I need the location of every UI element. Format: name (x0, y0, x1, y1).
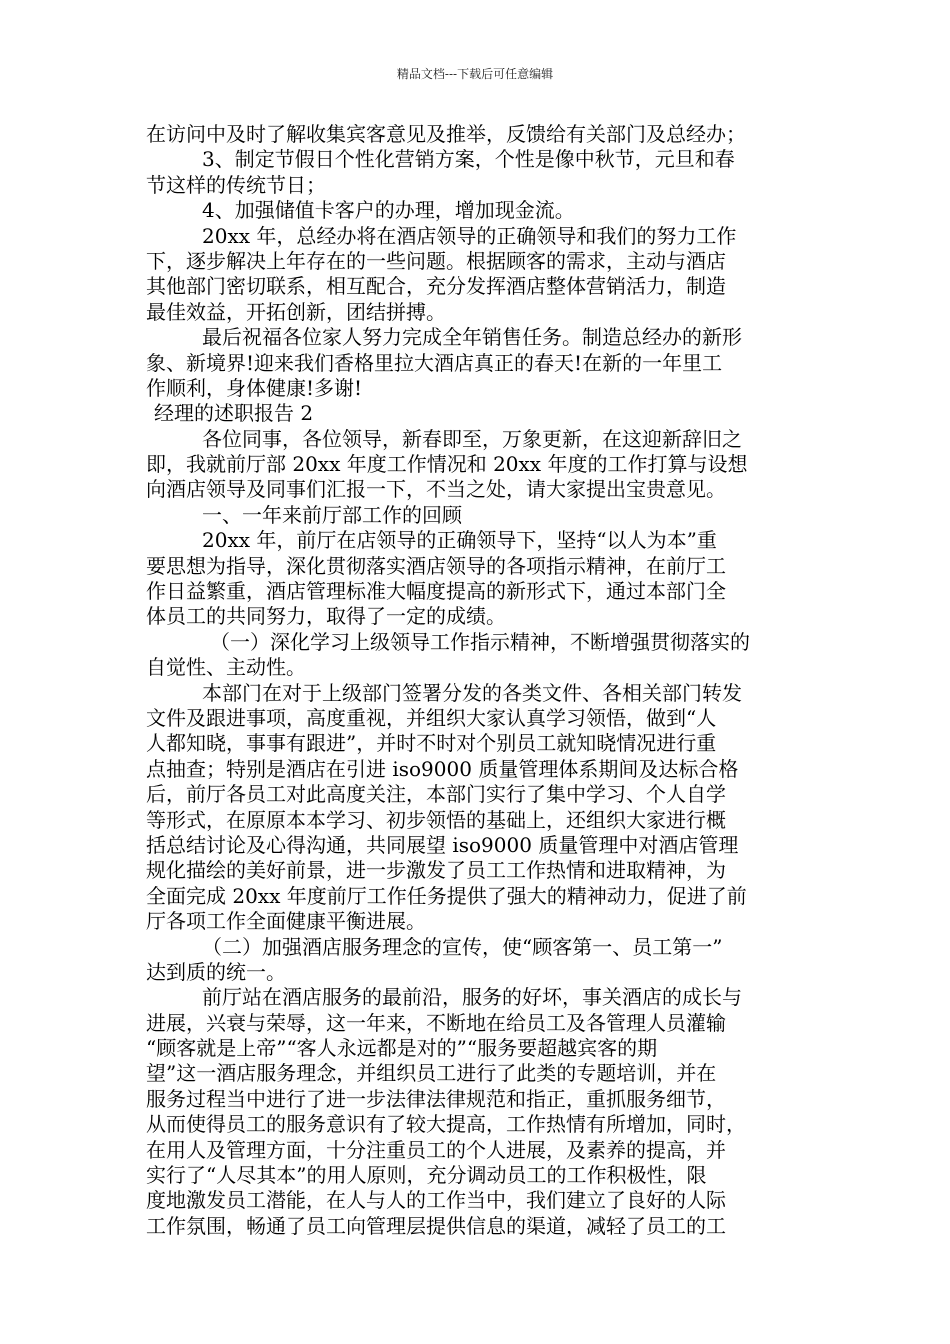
paragraph-line: 全面完成 20xx 年度前厅工作任务提供了强大的精神动力，促进了前 (146, 883, 747, 908)
paragraph-line: 人都知晓，事事有跟进”，并时不时对个别员工就知晓情况进行重 (146, 731, 717, 756)
paragraph-line: “顾客就是上帝”“客人永远都是对的”“服务要超越宾客的期 (146, 1036, 658, 1061)
paragraph-line: 在访问中及时了解收集宾客意见及推举，反馈给有关部门及总经办； (146, 122, 746, 146)
paragraph-line: 4、加强储值卡客户的办理，增加现金流。 (202, 198, 575, 223)
subsection-heading: 一、一年来前厅部工作的回顾 (202, 502, 462, 527)
paragraph-line: 要思想为指导，深化贯彻落实酒店领导的各项指示精神，在前厅工 (146, 553, 726, 578)
paragraph-line: 括总结讨论及心得沟通，共同展望 iso9000 质量管理中对酒店管理 (146, 832, 739, 857)
paragraph-line: 最佳效益，开拓创新，团结拼搏。 (146, 299, 446, 324)
paragraph-line: 自觉性、主动性。 (146, 655, 306, 680)
paragraph-line: 文件及跟进事项，高度重视，并组织大家认真学习领悟，做到“人 (146, 705, 717, 730)
paragraph-line: 作日益繁重，酒店管理标准大幅度提高的新形式下，通过本部门全 (146, 579, 726, 604)
paragraph-line: 20xx 年，前厅在店领导的正确领导下，坚持“以人为本”重 (202, 528, 717, 553)
paragraph-line: 等形式，在原原本本学习、初步领悟的基础上，还组织大家进行概 (146, 807, 726, 832)
paragraph-line: 从而使得员工的服务意识有了较大提高，工作热情有所增加，同时， (146, 1112, 746, 1137)
paragraph-line: 厅各项工作全面健康平衡进展。 (146, 909, 426, 934)
paragraph-line: 前厅站在酒店服务的最前沿，服务的好坏，事关酒店的成长与 (202, 985, 742, 1010)
paragraph-line: 服务过程当中进行了进一步法律法律规范和指正，重抓服务细节， (146, 1086, 726, 1111)
paragraph-line: 达到质的统一。 (146, 959, 286, 984)
paragraph-line: 点抽查；特别是酒店在引进 iso9000 质量管理体系期间及达标合格 (146, 756, 739, 781)
paragraph-line: 规化描绘的美好前景，进一步激发了员工工作热情和进取精神，为 (146, 858, 726, 883)
paragraph-line: 本部门在对于上级部门签署分发的各类文件、各相关部门转发 (202, 680, 742, 705)
paragraph-line: 体员工的共同努力，取得了一定的成绩。 (146, 604, 506, 629)
subsection-heading: （二）加强酒店服务理念的宣传，使“顾客第一、员工第一” (202, 934, 723, 959)
paragraph-line: 20xx 年，总经办将在酒店领导的正确领导和我们的努力工作 (202, 223, 737, 248)
paragraph-line: 下，逐步解决上年存在的一些问题。根据顾客的需求，主动与酒店 (146, 248, 726, 273)
page-header: 精品文档---下载后可任意编辑 (396, 67, 554, 81)
paragraph-line: 工作氛围，畅通了员工向管理层提供信息的渠道，减轻了员工的工 (146, 1213, 726, 1238)
paragraph-line: 实行了“人尽其本”的用人原则，充分调动员工的工作积极性，限 (146, 1163, 707, 1188)
paragraph-line: 作顺利，身体健康!多谢! (146, 375, 363, 400)
paragraph-line: 最后祝福各位家人努力完成全年销售任务。制造总经办的新形 (202, 325, 742, 350)
paragraph-line: 3、制定节假日个性化营销方案，个性是像中秋节，元旦和春 (202, 147, 735, 172)
paragraph-line: 其他部门密切联系，相互配合，充分发挥酒店整体营销活力，制造 (146, 274, 726, 299)
paragraph-line: 后，前厅各员工对此高度关注，本部门实行了集中学习、个人自学 (146, 782, 726, 807)
section-heading: 经理的述职报告 2 (154, 401, 314, 426)
paragraph-line: 进展，兴衰与荣辱，这一年来，不断地在给员工及各管理人员灌输 (146, 1010, 726, 1035)
paragraph-line: 在用人及管理方面，十分注重员工的个人进展，及素养的提高，并 (146, 1137, 726, 1162)
paragraph-line: 向酒店领导及同事们汇报一下，不当之处，请大家提出宝贵意见。 (146, 477, 726, 502)
paragraph-line: 节这样的传统节日； (146, 172, 326, 197)
paragraph-line: 象、新境界!迎来我们香格里拉大酒店真正的春天!在新的一年里工 (146, 350, 723, 375)
paragraph-line: 度地激发员工潜能，在人与人的工作当中，我们建立了良好的人际 (146, 1188, 726, 1213)
paragraph-line: 各位同事，各位领导，新春即至，万象更新，在这迎新辞旧之 (202, 426, 742, 451)
paragraph-line: 望”这一酒店服务理念，并组织员工进行了此类的专题培训，并在 (146, 1061, 717, 1086)
document-body (146, 122, 806, 1239)
paragraph-line: 即，我就前厅部 20xx 年度工作情况和 20xx 年度的工作打算与设想 (146, 452, 748, 477)
subsection-heading: （一）深化学习上级领导工作指示精神，不断增强贯彻落实的 (210, 629, 750, 654)
